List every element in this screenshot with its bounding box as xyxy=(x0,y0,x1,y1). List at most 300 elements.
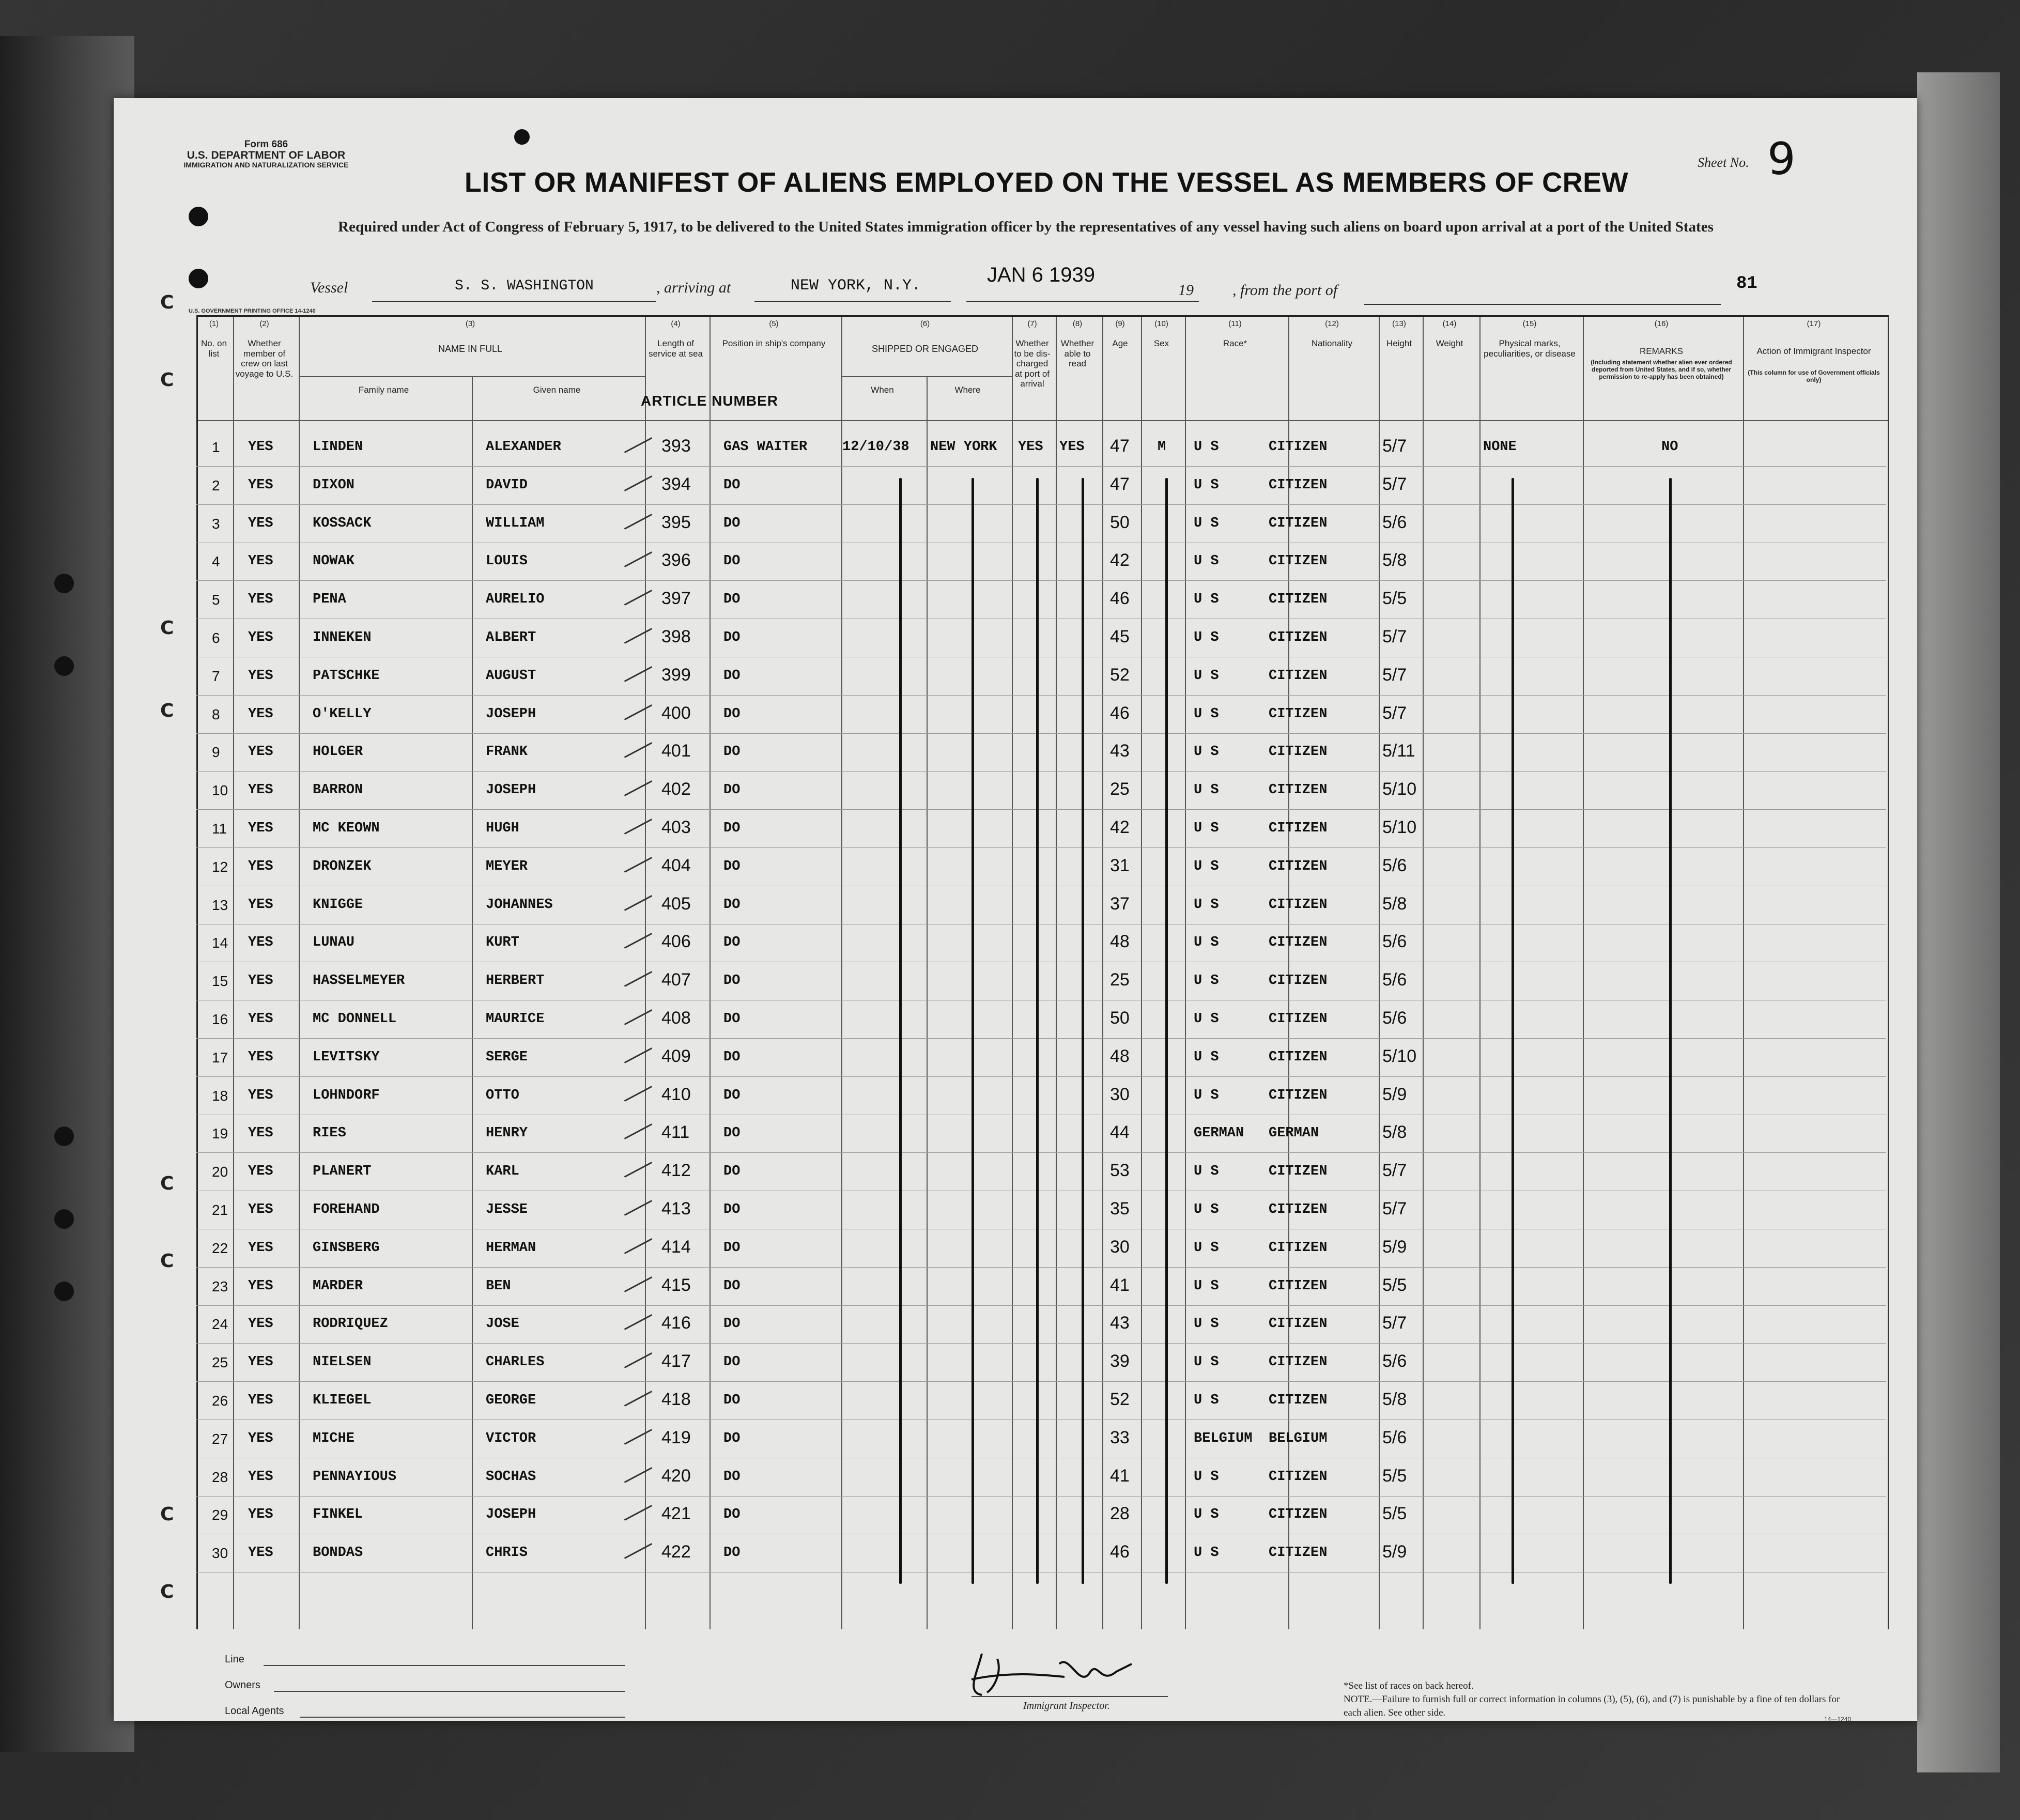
position: DO xyxy=(723,1354,741,1370)
position: DO xyxy=(723,744,741,760)
race: U S xyxy=(1194,1240,1219,1256)
able-to-read: YES xyxy=(1059,439,1085,455)
family-name: GINSBERG xyxy=(313,1240,380,1256)
nationality: CITIZEN xyxy=(1269,553,1328,569)
row-number: 27 xyxy=(212,1430,228,1447)
position: DO xyxy=(723,1507,741,1523)
family-name: PATSCHKE xyxy=(313,668,380,684)
given-name: ALEXANDER xyxy=(486,439,561,455)
row-number: 18 xyxy=(212,1087,228,1104)
age: 28 xyxy=(1110,1504,1130,1524)
article-number: 420 xyxy=(661,1466,691,1486)
table-row xyxy=(196,734,1886,772)
check-mark xyxy=(624,1047,652,1063)
column-header xyxy=(1478,315,1581,419)
age: 43 xyxy=(1110,741,1130,761)
given-name: SERGE xyxy=(486,1049,528,1065)
check-mark xyxy=(624,1162,652,1178)
row-number: 20 xyxy=(212,1164,228,1180)
nationality: CITIZEN xyxy=(1269,1164,1328,1180)
age: 45 xyxy=(1110,627,1130,646)
family-name: KNIGGE xyxy=(313,897,363,913)
discharged-ditto xyxy=(1036,478,1039,1584)
nationality: CITIZEN xyxy=(1269,1202,1328,1217)
check-mark xyxy=(624,1200,652,1216)
article-number: 407 xyxy=(661,970,691,990)
family-name: MICHE xyxy=(313,1430,355,1446)
last-voyage: YES xyxy=(248,1087,273,1103)
race: U S xyxy=(1194,935,1219,951)
position: DO xyxy=(723,706,741,722)
column-number: (2) xyxy=(259,319,269,328)
family-name: PENNAYIOUS xyxy=(313,1469,397,1485)
column-header xyxy=(297,315,643,419)
last-voyage: YES xyxy=(248,782,273,798)
article-number: 413 xyxy=(661,1199,691,1219)
discharged: YES xyxy=(1018,439,1043,455)
inspector-signature xyxy=(961,1643,1147,1700)
article-number: 412 xyxy=(661,1161,691,1181)
position: DO xyxy=(723,1164,741,1180)
column-label: Position in ship's company xyxy=(722,338,826,348)
check-mark xyxy=(624,971,652,987)
height: 5/7 xyxy=(1382,1199,1407,1219)
last-voyage: YES xyxy=(248,1011,273,1027)
family-name: LINDEN xyxy=(313,439,363,455)
from-port-label: , from the port of xyxy=(1232,282,1338,299)
column-number: (7) xyxy=(1027,319,1037,328)
check-mark xyxy=(624,1238,652,1254)
height: 5/7 xyxy=(1382,436,1407,456)
nationality: CITIZEN xyxy=(1269,1240,1328,1256)
row-number: 12 xyxy=(212,858,228,875)
shipped-where: NEW YORK xyxy=(930,439,997,455)
page-title: LIST OR MANIFEST OF ALIENS EMPLOYED ON THE VESSEL AS MEMBERS OF CREW xyxy=(464,167,1629,198)
family-name: MC DONNELL xyxy=(313,1011,397,1027)
given-name: AURELIO xyxy=(486,592,545,608)
shipped-where-ditto xyxy=(972,478,974,1584)
races-note: *See list of races on back hereof. xyxy=(1344,1680,1474,1691)
age: 43 xyxy=(1110,1313,1130,1333)
height: 5/7 xyxy=(1382,627,1407,646)
check-mark xyxy=(624,666,652,682)
read-ditto xyxy=(1082,478,1084,1584)
given-name: JOHANNES xyxy=(486,897,553,913)
position: DO xyxy=(723,1240,741,1256)
row-number: 22 xyxy=(212,1240,228,1256)
check-mark xyxy=(624,551,652,567)
check-mark xyxy=(624,437,652,453)
race: U S xyxy=(1194,897,1219,913)
given-name: GEORGE xyxy=(486,1393,536,1408)
last-voyage: YES xyxy=(248,1278,273,1294)
last-voyage: YES xyxy=(248,897,273,913)
punch-hole xyxy=(54,574,74,593)
row-number: 11 xyxy=(212,821,227,837)
race: U S xyxy=(1194,973,1219,989)
race: U S xyxy=(1194,1545,1219,1561)
family-name: DIXON xyxy=(313,477,355,493)
family-name: FINKEL xyxy=(313,1507,363,1523)
column-number: (3) xyxy=(465,319,475,328)
age: 41 xyxy=(1110,1275,1130,1295)
column-label: Height xyxy=(1386,338,1412,348)
given-name: BEN xyxy=(486,1278,511,1294)
given-name: KARL xyxy=(486,1164,519,1180)
race: U S xyxy=(1194,439,1219,455)
race: U S xyxy=(1194,1278,1219,1294)
race: GERMAN xyxy=(1194,1125,1244,1142)
article-number: 411 xyxy=(661,1122,690,1143)
column-label: Race* xyxy=(1223,338,1247,348)
height: 5/5 xyxy=(1382,1275,1407,1295)
age: 46 xyxy=(1110,1542,1130,1562)
last-voyage: YES xyxy=(248,973,273,989)
given-name: WILLIAM xyxy=(486,515,545,531)
last-voyage: YES xyxy=(248,1316,273,1332)
position: DO xyxy=(723,821,741,836)
check-mark xyxy=(624,1314,652,1330)
table-row xyxy=(196,1077,1886,1116)
given-name: HERBERT xyxy=(486,973,545,989)
family-name: MARDER xyxy=(313,1278,363,1294)
family-name: NOWAK xyxy=(313,553,355,569)
row-number: 25 xyxy=(212,1354,228,1371)
check-mark xyxy=(624,895,652,911)
article-number: 419 xyxy=(661,1427,691,1447)
race: U S xyxy=(1194,515,1219,531)
column-header xyxy=(643,315,708,419)
height: 5/10 xyxy=(1382,779,1417,799)
age: 52 xyxy=(1110,1390,1130,1409)
position: DO xyxy=(723,515,741,531)
nationality: CITIZEN xyxy=(1269,439,1328,455)
check-mark xyxy=(624,742,652,758)
binder-clip-icon: C xyxy=(160,1504,174,1525)
check-mark xyxy=(624,590,652,606)
table-row xyxy=(196,467,1886,505)
column-number: (17) xyxy=(1807,319,1821,328)
last-voyage: YES xyxy=(248,858,273,874)
nationality: CITIZEN xyxy=(1269,1278,1328,1294)
column-number: (11) xyxy=(1228,319,1242,328)
sheet-label: Sheet No. xyxy=(1698,155,1749,170)
position: DO xyxy=(723,1125,741,1142)
last-voyage: YES xyxy=(248,439,273,455)
row-number: 17 xyxy=(212,1049,228,1066)
family-name: FOREHAND xyxy=(313,1202,380,1217)
nationality: CITIZEN xyxy=(1269,630,1328,645)
page-number: 81 xyxy=(1736,274,1757,294)
column-sublabel: Given name xyxy=(533,385,581,395)
binder-clip-icon: C xyxy=(160,369,174,391)
height: 5/6 xyxy=(1382,932,1407,952)
given-name: KURT xyxy=(486,935,519,951)
column-header xyxy=(1054,315,1101,419)
nationality: CITIZEN xyxy=(1269,973,1328,989)
height: 5/5 xyxy=(1382,1466,1407,1486)
age: 50 xyxy=(1110,512,1130,532)
punch-hole xyxy=(189,207,208,226)
age: 35 xyxy=(1110,1199,1130,1219)
given-name: JOSEPH xyxy=(486,1507,536,1523)
last-voyage: YES xyxy=(248,592,273,608)
table-row xyxy=(196,1421,1886,1459)
check-mark xyxy=(624,475,652,491)
age: 37 xyxy=(1110,893,1130,914)
table-row xyxy=(196,696,1886,734)
row-number: 21 xyxy=(212,1202,228,1218)
column-sublabel: Family name xyxy=(358,385,409,395)
height: 5/9 xyxy=(1382,1542,1407,1562)
age: 30 xyxy=(1110,1237,1130,1257)
article-number: 401 xyxy=(661,741,691,761)
race: U S xyxy=(1194,1164,1219,1180)
table-row xyxy=(196,810,1886,849)
sex-ditto xyxy=(1165,478,1168,1584)
race: U S xyxy=(1194,1049,1219,1065)
given-name: HUGH xyxy=(486,821,519,836)
row-number: 30 xyxy=(212,1545,228,1562)
article-number: 397 xyxy=(661,589,691,609)
height: 5/7 xyxy=(1382,474,1407,494)
height: 5/7 xyxy=(1382,703,1407,723)
race: U S xyxy=(1194,1507,1219,1523)
penalty-note: NOTE.—Failure to furnish full or correct information in columns (3), (5), (6), and (7) is punishable by a fine of ten dollars for each alien. See other side. xyxy=(1344,1694,1840,1718)
column-label: No. on list xyxy=(201,338,227,359)
column-header xyxy=(1581,315,1741,419)
position: DO xyxy=(723,935,741,951)
given-name: HERMAN xyxy=(486,1240,536,1256)
sex: M xyxy=(1158,439,1166,455)
local-agents-label: Local Agents xyxy=(225,1705,284,1717)
column-number: (1) xyxy=(209,319,219,328)
nationality: CITIZEN xyxy=(1269,1354,1328,1370)
race: U S xyxy=(1194,1202,1219,1217)
position: DO xyxy=(723,1545,741,1561)
row-number: 15 xyxy=(212,973,228,990)
given-name: MEYER xyxy=(486,858,528,874)
column-label: Sex xyxy=(1153,338,1169,348)
race: U S xyxy=(1194,858,1219,874)
age: 46 xyxy=(1110,703,1130,723)
check-mark xyxy=(624,1276,652,1292)
article-number-label: ARTICLE NUMBER xyxy=(641,393,778,409)
check-mark xyxy=(624,1391,652,1407)
last-voyage: YES xyxy=(248,1545,273,1561)
vessel-underline xyxy=(372,301,656,302)
column-header xyxy=(1287,315,1377,419)
inspector-underline xyxy=(972,1696,1168,1697)
age: 33 xyxy=(1110,1427,1130,1447)
table-row xyxy=(196,543,1886,581)
height: 5/7 xyxy=(1382,1313,1407,1333)
column-header xyxy=(1139,315,1183,419)
family-name: LOHNDORF xyxy=(313,1087,380,1103)
column-header xyxy=(1101,315,1139,419)
column-label: SHIPPED OR ENGAGED xyxy=(871,344,979,354)
position: DO xyxy=(723,630,741,645)
binder-clip-icon: C xyxy=(160,700,174,721)
given-name: ALBERT xyxy=(486,630,536,645)
age: 47 xyxy=(1110,436,1130,456)
height: 5/8 xyxy=(1382,550,1407,570)
nationality: CITIZEN xyxy=(1269,1011,1328,1027)
from-port-underline xyxy=(1364,304,1721,305)
last-voyage: YES xyxy=(248,1125,273,1142)
nationality: CITIZEN xyxy=(1269,1393,1328,1408)
family-name: DRONZEK xyxy=(313,858,372,874)
age: 53 xyxy=(1110,1161,1130,1181)
table-row xyxy=(196,429,1886,467)
position: DO xyxy=(723,1202,741,1217)
table-row xyxy=(196,887,1886,925)
column-label: Whether member of crew on last voyage to U.S. xyxy=(235,338,294,379)
arriving-label: , arriving at xyxy=(656,279,731,296)
article-number: 402 xyxy=(661,779,691,799)
height: 5/6 xyxy=(1382,1008,1407,1028)
article-number: 410 xyxy=(661,1084,691,1104)
row-number: 8 xyxy=(212,706,220,722)
family-name: PLANERT xyxy=(313,1164,372,1180)
table-row xyxy=(196,1268,1886,1306)
last-voyage: YES xyxy=(248,668,273,684)
nationality: CITIZEN xyxy=(1269,477,1328,493)
article-number: 409 xyxy=(661,1046,691,1066)
height: 5/6 xyxy=(1382,1427,1407,1447)
race: U S xyxy=(1194,1087,1219,1103)
row-number: 23 xyxy=(212,1278,228,1294)
position: DO xyxy=(723,592,741,608)
column-number: (14) xyxy=(1442,319,1457,328)
age: 47 xyxy=(1110,474,1130,494)
nationality: CITIZEN xyxy=(1269,782,1328,798)
last-voyage: YES xyxy=(248,821,273,836)
height: 5/8 xyxy=(1382,893,1407,914)
race: U S xyxy=(1194,744,1219,760)
last-voyage: YES xyxy=(248,1430,273,1446)
article-number: 416 xyxy=(661,1313,691,1333)
shipped-when: 12/10/38 xyxy=(842,439,909,455)
family-name: HASSELMEYER xyxy=(313,973,405,989)
article-number: 422 xyxy=(661,1542,691,1562)
column-header xyxy=(232,315,297,419)
race: U S xyxy=(1194,1393,1219,1408)
footnote xyxy=(1344,1679,1850,1720)
table-row xyxy=(196,1344,1886,1382)
given-name: CHRIS xyxy=(486,1545,528,1561)
nationality: CITIZEN xyxy=(1269,1087,1328,1103)
last-voyage: YES xyxy=(248,935,273,951)
arrival-date: JAN 6 1939 xyxy=(987,264,1096,286)
family-name: INNEKEN xyxy=(313,630,372,645)
nationality: CITIZEN xyxy=(1269,1507,1328,1523)
table-row xyxy=(196,1535,1886,1573)
family-name: NIELSEN xyxy=(313,1354,372,1370)
table-row xyxy=(196,1039,1886,1077)
arrival-underline xyxy=(754,301,951,302)
check-mark xyxy=(624,1123,652,1139)
nationality: CITIZEN xyxy=(1269,1469,1328,1485)
table-row xyxy=(196,1230,1886,1268)
article-number: 404 xyxy=(661,855,691,875)
nationality: CITIZEN xyxy=(1269,1545,1328,1561)
table-row xyxy=(196,1115,1886,1153)
family-name: BARRON xyxy=(313,782,363,798)
height: 5/5 xyxy=(1382,589,1407,609)
article-number: 405 xyxy=(661,893,691,914)
last-voyage: YES xyxy=(248,744,273,760)
vessel-name: S. S. WASHINGTON xyxy=(455,278,594,294)
age: 46 xyxy=(1110,589,1130,609)
column-sublabel: Where xyxy=(954,385,981,395)
punch-hole xyxy=(54,1282,74,1301)
immigrant-inspector-label: Immigrant Inspector. xyxy=(1023,1700,1110,1711)
position: DO xyxy=(723,1087,741,1103)
age: 42 xyxy=(1110,818,1130,837)
column-number: (9) xyxy=(1115,319,1125,328)
row-number: 13 xyxy=(212,897,228,913)
family-name: BONDAS xyxy=(313,1545,363,1561)
last-voyage: YES xyxy=(248,553,273,569)
given-name: DAVID xyxy=(486,477,528,493)
column-header xyxy=(1741,315,1886,419)
check-mark xyxy=(624,1543,652,1559)
table-row xyxy=(196,1153,1886,1192)
shipped-when-ditto xyxy=(899,478,902,1584)
row-number: 10 xyxy=(212,782,228,799)
punch-hole xyxy=(54,656,74,676)
line-label: Line xyxy=(225,1654,244,1665)
header-bottom-line xyxy=(198,420,1888,421)
nationality: GERMAN xyxy=(1269,1125,1319,1142)
nationality: CITIZEN xyxy=(1269,1049,1328,1065)
race: U S xyxy=(1194,706,1219,722)
column-header xyxy=(196,315,232,419)
last-voyage: YES xyxy=(248,630,273,645)
position: DO xyxy=(723,1430,741,1446)
table-row xyxy=(196,658,1886,696)
age: 41 xyxy=(1110,1466,1130,1486)
column-label: Whether to be dis-charged at port of arrival xyxy=(1014,338,1051,389)
owners-underline xyxy=(274,1691,625,1692)
nationality: CITIZEN xyxy=(1269,935,1328,951)
family-name: RIES xyxy=(313,1125,346,1142)
given-name: JOSE xyxy=(486,1316,519,1332)
family-name: MC KEOWN xyxy=(313,821,380,836)
height: 5/6 xyxy=(1382,512,1407,532)
form-identifier xyxy=(178,140,354,169)
row-number: 7 xyxy=(212,668,220,684)
vessel-label: Vessel xyxy=(310,279,348,296)
given-name: VICTOR xyxy=(486,1430,536,1446)
nationality: CITIZEN xyxy=(1269,744,1328,760)
race: U S xyxy=(1194,477,1219,493)
given-name: SOCHAS xyxy=(486,1469,536,1485)
last-voyage: YES xyxy=(248,1393,273,1408)
row-number: 24 xyxy=(212,1316,228,1333)
height: 5/11 xyxy=(1382,741,1415,761)
column-label: Nationality xyxy=(1311,338,1353,348)
age: 25 xyxy=(1110,779,1130,799)
binder-clip-icon: C xyxy=(160,1581,174,1602)
height: 5/9 xyxy=(1382,1084,1407,1104)
position: DO xyxy=(723,858,741,874)
column-number: (13) xyxy=(1392,319,1406,328)
last-voyage: YES xyxy=(248,1507,273,1523)
service-name: IMMIGRATION AND NATURALIZATION SERVICE xyxy=(183,160,349,169)
column-note: (Including statement whether alien ever ordered deported from United States, and if so, whether permission to re-apply has been obtained) xyxy=(1591,359,1732,380)
